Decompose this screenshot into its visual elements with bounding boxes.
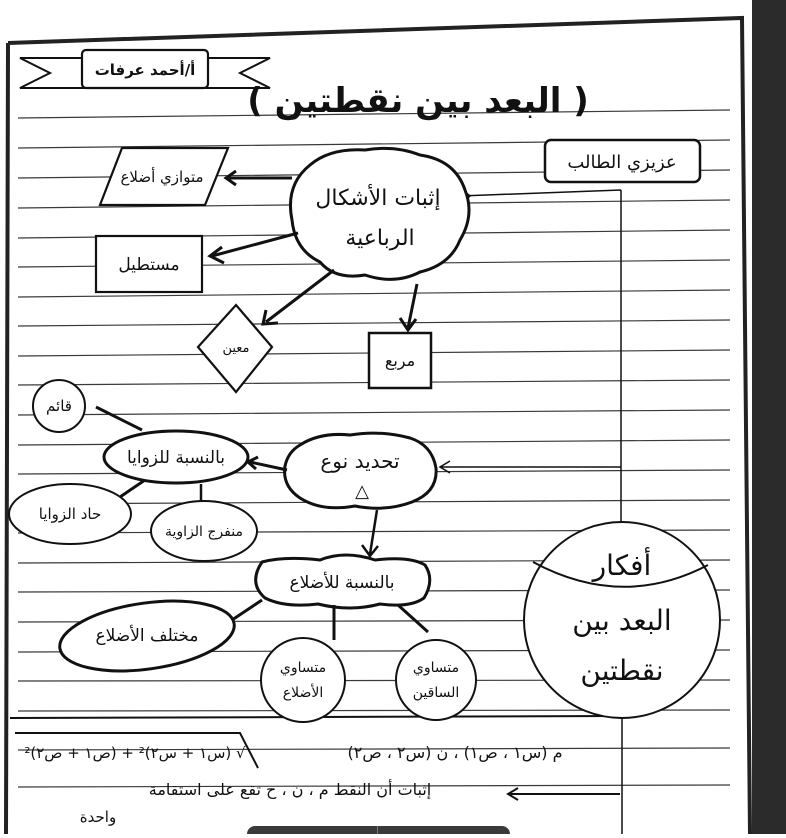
- equilateral-line1: متساوي: [279, 660, 327, 676]
- isosceles-line2: الساقين: [412, 685, 460, 701]
- quad-cloud: [290, 148, 469, 279]
- quad-node-line1: إثبات الأشكال: [315, 186, 441, 211]
- ideas-line1: البعد بين: [572, 604, 672, 637]
- student-box-label: عزيزي الطالب: [567, 152, 677, 173]
- arrow-to-rectangle: [210, 233, 298, 263]
- acute-connector: [120, 480, 145, 497]
- triangle-node-line1: تحديد نوع: [320, 449, 400, 473]
- distance-formula: √ (س١ + س٢)² + (ص١ + ص٢)²: [24, 744, 246, 762]
- ideas-line2: نقطتين: [580, 654, 664, 687]
- page-title: ( البعد بين نقطتين ): [247, 81, 589, 121]
- rectangle-label: مستطيل: [118, 255, 180, 275]
- viewer-background-strip: [752, 0, 786, 834]
- isosceles-line1: متساوي: [412, 660, 460, 676]
- obtuse-label: منفرج الزاوية: [165, 524, 243, 540]
- isosceles-circle: [396, 640, 476, 720]
- angles-node-label: بالنسبة للزوايا: [126, 448, 226, 468]
- scalene-label: مختلف الأضلاع: [95, 626, 199, 646]
- collinear-note-line2: واحدة: [79, 808, 117, 826]
- equilateral-line2: الأضلاع: [282, 685, 324, 701]
- arrow-to-square: [400, 284, 417, 330]
- isosceles-connector: [398, 605, 428, 632]
- arrow-to-sides: [362, 510, 378, 556]
- triangle-node-line2: △: [355, 481, 369, 502]
- arrow-to-angles: [248, 457, 287, 470]
- acute-label: حاد الزوايا: [38, 505, 102, 523]
- sides-node-label: بالنسبة للأضلاع: [289, 573, 395, 593]
- right-angle-label: قائم: [46, 397, 72, 415]
- collinear-note-line1: إثبات أن النقط م ، ن ، ح تقع على استقامة: [148, 780, 432, 799]
- arrow-to-rhombus: [263, 270, 334, 324]
- student-connector: [460, 190, 621, 535]
- scalene-connector: [232, 600, 262, 620]
- ideas-top-label: أفكار: [592, 549, 652, 582]
- points-formula: م (س١ ، ص١) ، ن (س٢ ، ص٢): [347, 743, 563, 762]
- right-angle-connector: [96, 407, 142, 430]
- arrow-to-collinear: [508, 788, 620, 800]
- parallelogram-label: متوازي أضلاع: [120, 168, 204, 186]
- author-name: أ/أحمد عرفات: [94, 61, 196, 79]
- square-label: مربع: [384, 351, 416, 370]
- arrow-to-parallelogram: [226, 171, 292, 185]
- viewer-toolbar[interactable]: [247, 826, 510, 834]
- equilateral-circle: [261, 638, 345, 722]
- quad-node-line2: الرباعية: [345, 226, 415, 251]
- rhombus-label: معين: [222, 341, 250, 356]
